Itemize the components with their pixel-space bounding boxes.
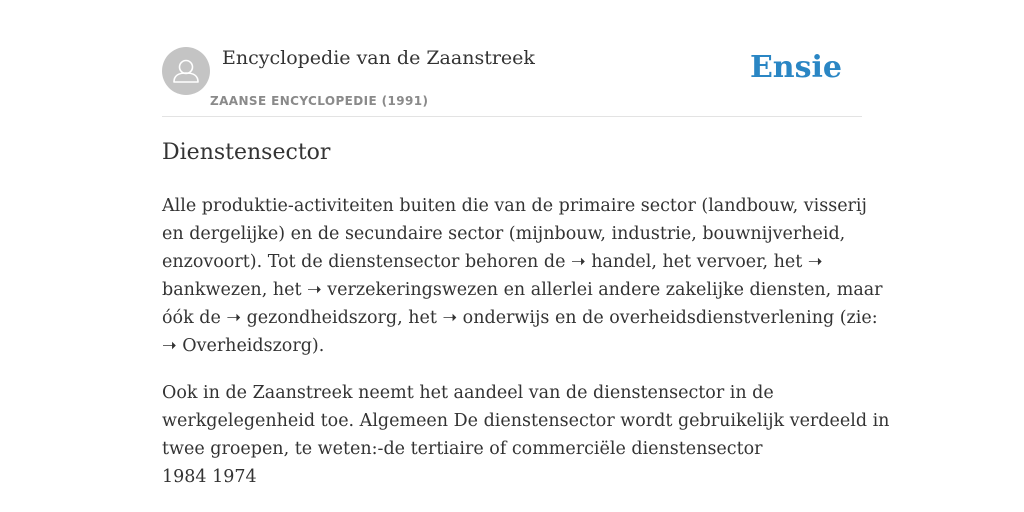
paragraph-line: enzovoort). Tot de dienstensector behoren de ➝ handel, het vervoer, het ➝ (162, 252, 823, 272)
paragraph-line: en dergelijke) en de secundaire sector (mijnbouw, industrie, bouwnijverheid, (162, 224, 846, 244)
source-header (162, 44, 862, 117)
paragraph-line: werkgelegenheid toe. Algemeen De dienstensector wordt gebruikelijk verdeeld in (162, 411, 890, 431)
paragraph-line: Ook in de Zaanstreek neemt het aandeel van de dienstensector in de (162, 383, 774, 403)
paragraph-line: bankwezen, het ➝ verzekeringswezen en allerlei andere zakelijke diensten, maar (162, 280, 883, 300)
paragraph-line: twee groepen, te weten:-de tertiaire of commerciële dienstensector (162, 439, 763, 459)
paragraph-line: Alle produktie-activiteiten buiten die van de primaire sector (landbouw, visserij (162, 196, 867, 216)
user-avatar-icon[interactable] (162, 47, 210, 95)
source-subtitle: ZAANSE ENCYCLOPEDIE (1991) (210, 94, 429, 108)
paragraph-line: ➝ Overheidszorg). (162, 336, 325, 356)
article-paragraph-2 (162, 379, 890, 491)
article-title: Dienstensector (162, 140, 331, 165)
source-title[interactable]: Encyclopedie van de Zaanstreek (222, 47, 535, 69)
brand-logo[interactable]: Ensie (749, 50, 842, 85)
paragraph-line: óók de ➝ gezondheidszorg, het ➝ onderwijs en de overheidsdienstverlening (zie: (162, 308, 878, 328)
article-paragraph-1 (162, 192, 883, 360)
paragraph-line: 1984 1974 (162, 467, 257, 487)
